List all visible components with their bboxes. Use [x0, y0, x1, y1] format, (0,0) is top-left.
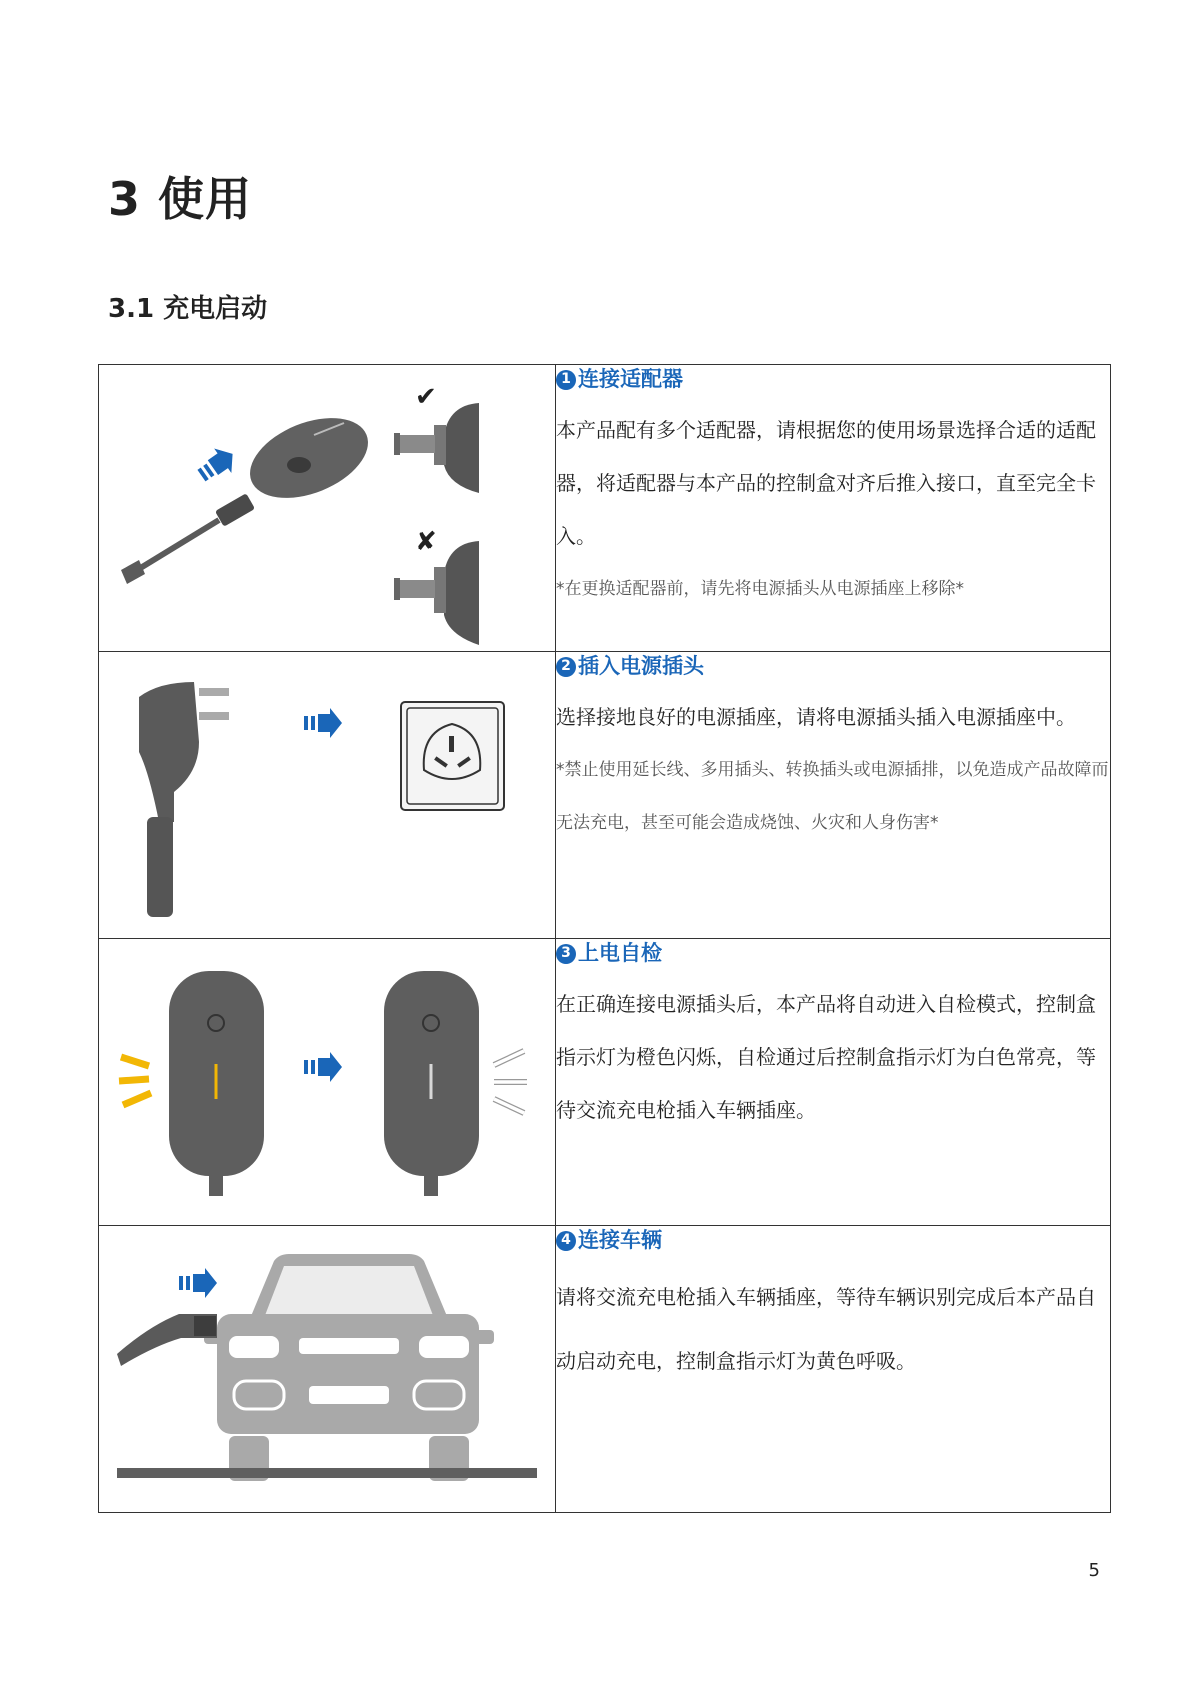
plug-icon [139, 682, 229, 917]
section-title: 3.1 充电启动 [108, 294, 268, 324]
chapter-title: 3 使用 [108, 172, 253, 226]
step-2-body: 选择接地良好的电源插座，请将电源插头插入电源插座中。 [556, 705, 1076, 730]
steps-table [98, 364, 1111, 1513]
step-row-3 [99, 939, 1111, 1226]
step-3-title [556, 939, 1110, 968]
step-1-note: *在更换适配器前，请先将电源插头从电源插座上移除* [556, 579, 964, 600]
step-title-label: 上电自检 [578, 941, 662, 965]
adapter-connector [215, 493, 255, 527]
step-3-illustration [99, 939, 556, 1226]
step-number-badge: 4 [556, 1231, 576, 1251]
step-4-text [556, 1226, 1111, 1513]
step-1-body: 本产品配有多个适配器，请根据您的使用场景选择合适的适配器，将适配器与本产品的控制盒对齐后推入接口，直至完全卡入。 [556, 418, 1096, 549]
control-box-icon [384, 971, 479, 1196]
outlet-icon [401, 702, 504, 810]
plug-icon [121, 560, 145, 584]
step-2-illustration [99, 652, 556, 939]
step-row-1 [99, 365, 1111, 652]
arrow-right-icon [304, 1052, 342, 1082]
charging-gun-icon [117, 1314, 217, 1366]
white-light-rays [494, 1051, 527, 1113]
orange-light-rays [119, 1057, 151, 1105]
step-1-illustration [99, 365, 556, 652]
step-4-body: 请将交流充电枪插入车辆插座，等待车辆识别完成后本产品自动启动充电，控制盒指示灯为黄色呼吸。 [556, 1285, 1096, 1374]
correct-connection-detail [394, 403, 479, 493]
step-4-title [556, 1226, 1110, 1255]
arrow-right-icon [179, 1268, 217, 1298]
cross-icon: ✘ [415, 527, 437, 557]
step-1-title [556, 365, 1110, 394]
arrow-right-icon [304, 708, 342, 738]
step-4-illustration [99, 1226, 556, 1513]
step-2-note: *禁止使用延长线、多用插头、转换插头或电源插排，以免造成产品故障而无法充电，甚至可能会造成烧蚀、火灾和人身伤害* [556, 760, 1109, 834]
step-row-2 [99, 652, 1111, 939]
page-number: 5 [1088, 1560, 1100, 1581]
arrow-right-icon [193, 442, 241, 488]
step-number-badge: 1 [556, 370, 576, 390]
control-box-icon [169, 971, 264, 1196]
car-icon [204, 1254, 494, 1481]
step-3-text [556, 939, 1111, 1226]
step-2-text [556, 652, 1111, 939]
step-title-label: 插入电源插头 [578, 654, 704, 678]
ground-line [117, 1468, 537, 1478]
step-2-title [556, 652, 1110, 681]
step-number-badge: 2 [556, 657, 576, 677]
check-icon: ✔ [415, 382, 437, 412]
step-row-4 [99, 1226, 1111, 1513]
cable-line [129, 520, 219, 575]
step-1-text [556, 365, 1111, 652]
step-title-label: 连接车辆 [578, 1228, 662, 1252]
step-title-label: 连接适配器 [578, 367, 683, 391]
control-box-icon [238, 402, 379, 513]
step-number-badge: 3 [556, 944, 576, 964]
step-3-body: 在正确连接电源插头后，本产品将自动进入自检模式，控制盒指示灯为橙色闪烁，自检通过后控制盒指示灯为白色常亮，等待交流充电枪插入车辆插座。 [556, 992, 1096, 1123]
